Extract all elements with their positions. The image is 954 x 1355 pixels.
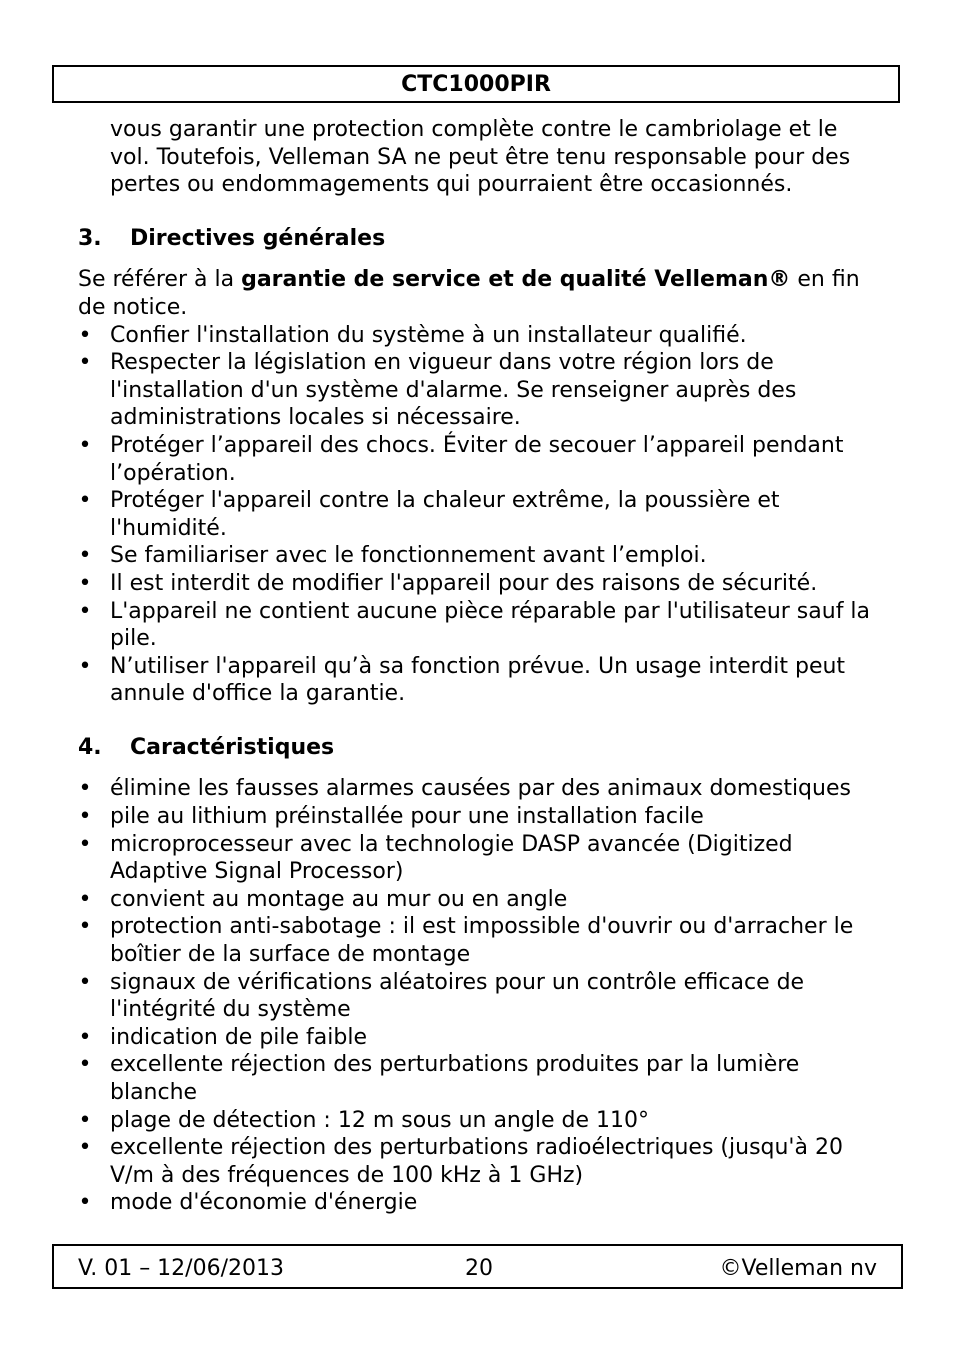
list-item-text: convient au montage au mur ou en angle	[110, 886, 568, 912]
list-item	[78, 487, 878, 542]
list-item	[78, 598, 878, 653]
section-4-number: 4.	[78, 734, 102, 760]
bullet-icon: •	[78, 543, 92, 569]
list-item	[78, 653, 878, 708]
bullet-icon: •	[78, 1107, 92, 1133]
list-item-text: excellente réjection des perturbations produites par la lumière blanche	[110, 1052, 800, 1105]
document-footer	[52, 1244, 903, 1289]
list-item-text: élimine les fausses alarmes causées par des animaux domestiques	[110, 776, 851, 802]
bullet-icon: •	[78, 1024, 92, 1050]
footer-copyright: ©Velleman nv	[719, 1256, 877, 1281]
list-item-text: pile au lithium préinstallée pour une installation facile	[110, 804, 704, 830]
list-item	[78, 803, 878, 831]
list-item	[78, 432, 878, 487]
list-item-text: Protéger l’appareil des chocs. Éviter de secouer l’appareil pendant l’opération.	[110, 432, 844, 486]
list-item	[78, 1189, 878, 1217]
footer-page-number: 20	[465, 1256, 493, 1281]
list-item	[78, 570, 878, 598]
list-item	[78, 1024, 878, 1052]
list-item-text: microprocesseur avec la technologie DASP avancée (Digitized Adaptive Signal Processor)	[110, 831, 793, 885]
list-item	[78, 913, 878, 968]
list-item	[78, 1107, 878, 1135]
list-item-text: protection anti-sabotage : il est impossible d'ouvrir ou d'arracher le boîtier de la surface de montage	[110, 914, 854, 968]
section-3-heading	[78, 225, 878, 253]
list-item-text: signaux de vérifications aléatoires pour un contrôle efficace de l'intégrité du système	[110, 969, 805, 1023]
list-item	[78, 775, 878, 803]
list-item-text: L'appareil ne contient aucune pièce réparable par l'utilisateur sauf la pile.	[110, 598, 871, 652]
list-item-text: Se familiariser avec le fonctionnement avant l’emploi.	[110, 543, 707, 569]
bullet-icon: •	[78, 1052, 92, 1078]
list-item	[78, 969, 878, 1024]
document-header	[52, 65, 900, 103]
list-item	[78, 542, 878, 570]
section-4-heading	[78, 734, 878, 762]
bullet-icon: •	[78, 1190, 92, 1216]
section-3-intro	[78, 266, 878, 321]
list-item-text: Il est interdit de modifier l'appareil pour des raisons de sécurité.	[110, 570, 818, 596]
list-item-text: N’utiliser l'appareil qu’à sa fonction prévue. Un usage interdit peut annule d'office la garantie.	[110, 653, 846, 707]
bullet-icon: •	[78, 350, 92, 376]
bullet-icon: •	[78, 969, 92, 995]
list-item-text: Respecter la législation en vigueur dans votre région lors de l'installation d'un système d'alarme. Se renseigner auprès des administrations locales si nécessaire.	[110, 350, 797, 431]
bullet-icon: •	[78, 831, 92, 857]
bullet-icon: •	[78, 776, 92, 802]
bullet-icon: •	[78, 914, 92, 940]
bullet-icon: •	[78, 322, 92, 348]
list-item-text: excellente réjection des perturbations radioélectriques (jusqu'à 20 V/m à des fréquences de 100 kHz à 1 GHz)	[110, 1135, 843, 1188]
list-item	[78, 886, 878, 914]
intro-paragraph: vous garantir une protection complète contre le cambriolage et le vol. Toutefois, Velleman SA ne peut être tenu responsable pour des pertes ou endommagements qui pourraient être occasionnés.	[110, 117, 851, 198]
header-title: CTC1000PIR	[401, 71, 551, 97]
bullet-icon: •	[78, 886, 92, 912]
list-item	[78, 831, 878, 886]
list-item-text: indication de pile faible	[110, 1024, 368, 1050]
bullet-icon: •	[78, 598, 92, 624]
bullet-icon: •	[78, 432, 92, 458]
bullet-icon: •	[78, 570, 92, 596]
list-item-text: Confier l'installation du système à un installateur qualifié.	[110, 322, 747, 348]
bullet-icon: •	[78, 653, 92, 679]
section-3-number: 3.	[78, 225, 102, 251]
section-3-intro-bold: garantie de service et de qualité Velleman®	[241, 267, 791, 293]
bullet-icon: •	[78, 488, 92, 514]
bullet-icon: •	[78, 804, 92, 830]
section-4-title: Caractéristiques	[130, 734, 335, 760]
list-item	[78, 1051, 878, 1106]
section-3-title: Directives générales	[130, 225, 386, 251]
list-item-text: plage de détection : 12 m sous un angle de 110°	[110, 1107, 649, 1133]
list-item	[78, 322, 878, 350]
page-content	[78, 116, 878, 1217]
list-item	[78, 349, 878, 432]
list-item-text: mode d'économie d'énergie	[110, 1190, 418, 1216]
list-item-text: Protéger l'appareil contre la chaleur extrême, la poussière et l'humidité.	[110, 488, 780, 541]
footer-version: V. 01 – 12/06/2013	[78, 1256, 284, 1281]
section-3-list	[78, 322, 878, 708]
list-item	[78, 1134, 878, 1189]
section-3-intro-after: en fin de notice.	[78, 267, 860, 320]
bullet-icon: •	[78, 1135, 92, 1161]
section-3-intro-before: Se référer à la	[78, 267, 242, 293]
section-4-list	[78, 775, 878, 1217]
